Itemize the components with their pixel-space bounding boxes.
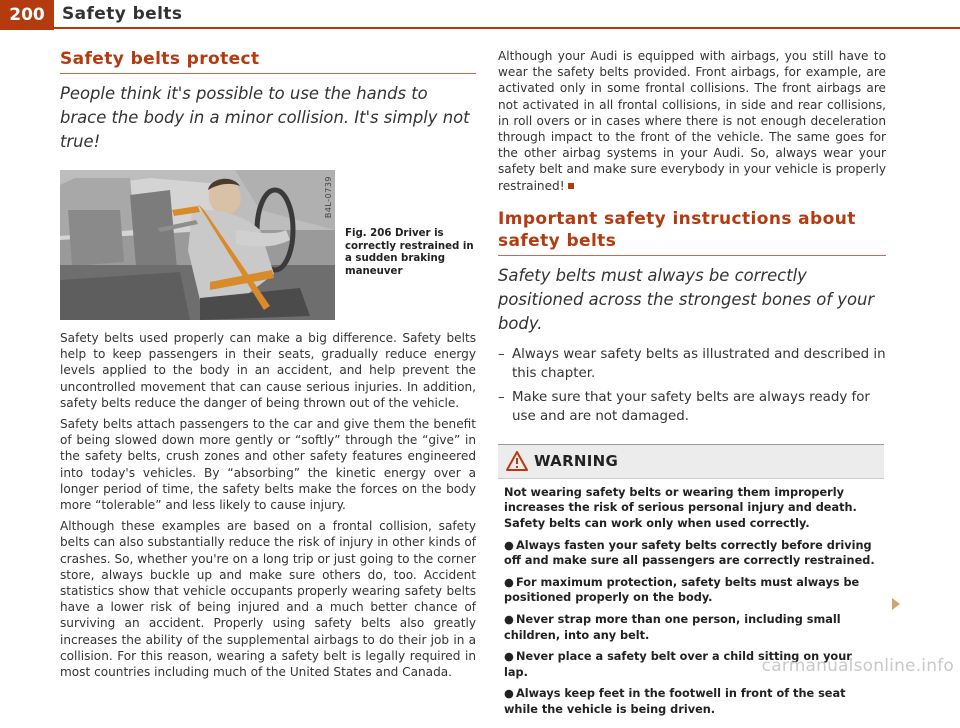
warning-bullet-text: Always fasten your safety belts correctly before driving off and make sure all passengers are correctly restrained.: [504, 538, 875, 568]
paragraph: Although these examples are based on a frontal collision, safety belts can also substantially reduce the risk of injury in other kinds of crashes. So, whether you're on a long trip or just going to the corner store, always buckle up and make sure others do, too. Accident statistics show that vehicle occupants properly wearing safety belts have a lower risk of being injured and a much better chance of surviving an accident. Properly using safety belts also greatly increases the ability of the supplemental airbags to do their job in a collision. For this reason, wearing a safety belt is legally required in most countries including much of the United States and Canada.: [60, 519, 476, 680]
page-header: [0, 0, 960, 34]
warning-intro: Not wearing safety belts or wearing them improperly increases the risk of serious personal injury and death. Safety belts can work only when used correctly.: [504, 485, 857, 531]
intro-paragraph: [498, 48, 886, 194]
warning-title: WARNING: [534, 452, 619, 471]
warning-bullet: [504, 575, 878, 606]
figure-row: [60, 170, 476, 320]
figure-image: [60, 170, 335, 320]
figure-code: B4L-0739: [324, 176, 333, 219]
paragraph: Safety belts used properly can make a big difference. Safety belts help to keep passengers in their seats, gradually reduce energy levels applied to the body in an accident, and help prevent the uncontrolled movement that can cause serious injuries. In addition, safety belts reduce the danger of being thrown out of the vehicle.: [60, 331, 476, 410]
lead-text: People think it's possible to use the hands to brace the body in a minor collision. It's simply not true!: [60, 84, 470, 151]
list-item: – Always wear safety belts as illustrated and described in this chapter.: [498, 345, 886, 383]
warning-bullet-text: For maximum protection, safety belts must always be positioned properly on the body.: [504, 575, 860, 605]
warning-bullet-text: Never place a safety belt over a child sitting on your lap.: [504, 650, 852, 679]
bullet-icon: ●: [504, 612, 514, 626]
warning-bullet-text: Never strap more than one person, including small children, into any belt.: [504, 612, 841, 642]
bullet-icon: ●: [504, 538, 514, 552]
header-rule: [54, 27, 960, 29]
warning-bullet: [504, 686, 878, 717]
section-heading: Safety belts protect: [60, 49, 260, 69]
warning-box: [498, 444, 884, 728]
end-square-icon: [568, 183, 574, 189]
page-number: 200: [0, 0, 54, 30]
paragraph: Safety belts attach passengers to the car and give them the benefit of being slowed down more gently or “softly” through the “give” in the safety belts, crush zones and other safety features engineered into today's vehicles. By “absorbing” the kinetic energy over a longer period of time, the safety belts make the forces on the body more “tolerable” and less likely to cause injury.: [60, 417, 476, 513]
bullet-icon: ●: [504, 650, 514, 664]
continue-arrow-icon: [892, 598, 900, 610]
left-column: [60, 48, 476, 680]
warning-triangle-icon: [506, 451, 528, 471]
warning-bullet: [504, 538, 878, 569]
figure-caption: Fig. 206 Driver is correctly restrained in a sudden braking maneuver: [345, 228, 474, 277]
warning-bullet: [504, 612, 878, 643]
lead-text: Safety belts must always be correctly positioned across the strongest bones of your body.: [498, 265, 875, 333]
bullet-icon: ●: [504, 687, 514, 701]
section-title: Safety belts: [62, 4, 183, 24]
warning-bullet-text: Always keep feet in the footwell in front of the seat while the vehicle is being driven.: [504, 687, 846, 716]
warning-body: [498, 479, 884, 728]
right-column: [498, 48, 886, 728]
bullet-icon: ●: [504, 575, 514, 589]
heading-rule: [498, 255, 886, 256]
intro-text: Although your Audi is equipped with airbags, you still have to wear the safety belts provided. Front airbags, for example, are activated only in some frontal collisions. The front airbags are not activated in all frontal collisions, in side and rear collisions, in roll overs or in cases where there is not enough deceleration through impact to the front of the vehicle. The same goes for the other airbag systems in your Audi. So, always wear your safety belt and make sure everybody in your vehicle is properly restrained!: [498, 49, 886, 193]
heading-rule: [60, 73, 476, 74]
watermark: carmanualsonline.info: [761, 656, 954, 676]
warning-header: [498, 445, 884, 479]
driver-illustration: [60, 170, 335, 320]
list-item: – Make sure that your safety belts are always ready for use and are not damaged.: [498, 388, 886, 426]
subsection-heading: Important safety instructions about safety belts: [498, 208, 856, 251]
instruction-list: [498, 345, 886, 426]
